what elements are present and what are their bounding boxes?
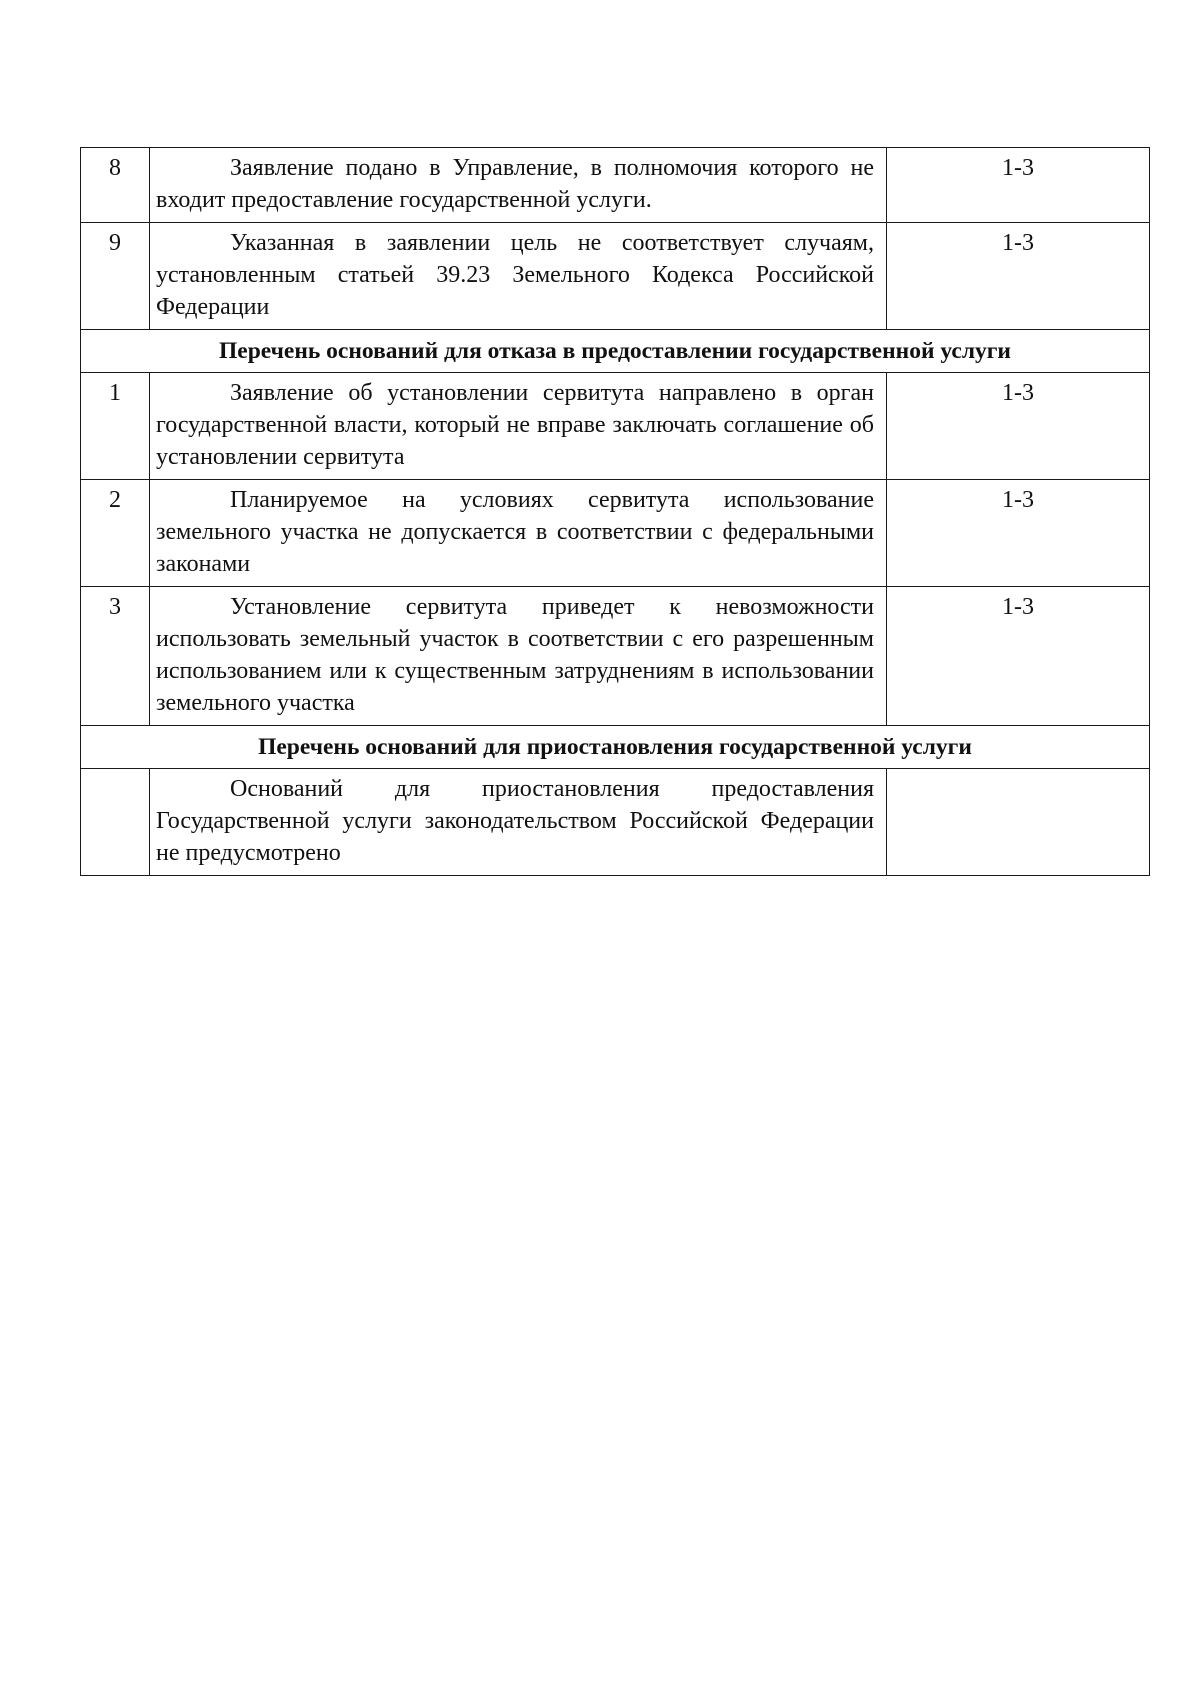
row-text: Заявление подано в Управление, в полномочия которого не входит предоставление государственной услуги. — [150, 148, 887, 223]
table-row — [81, 587, 1150, 726]
row-text: Оснований для приостановления предоставления Государственной услуги законодательством Российской Федерации не предусмотрено — [150, 769, 887, 876]
table-row — [81, 480, 1150, 587]
table-row — [81, 223, 1150, 330]
row-text: Планируемое на условиях сервитута использование земельного участка не допускается в соответствии с федеральными законами — [150, 480, 887, 587]
grounds-table — [80, 147, 1150, 876]
row-number — [81, 769, 150, 876]
row-reference: 1-3 — [887, 148, 1150, 223]
row-reference: 1-3 — [887, 480, 1150, 587]
section-header-row — [81, 726, 1150, 769]
row-text: Заявление об установлении сервитута направлено в орган государственной власти, который не вправе заключать соглашение об установлении сервитута — [150, 373, 887, 480]
row-number: 1 — [81, 373, 150, 480]
row-number: 3 — [81, 587, 150, 726]
row-reference: 1-3 — [887, 373, 1150, 480]
row-number: 8 — [81, 148, 150, 223]
table-row — [81, 148, 1150, 223]
section-header-row — [81, 330, 1150, 373]
row-reference: 1-3 — [887, 587, 1150, 726]
row-number: 2 — [81, 480, 150, 587]
section-refusal-heading: Перечень оснований для отказа в предоставлении государственной услуги — [81, 330, 1150, 373]
row-reference: 1-3 — [887, 223, 1150, 330]
row-text: Указанная в заявлении цель не соответствует случаям, установленным статьей 39.23 Земельного Кодекса Российской Федерации — [150, 223, 887, 330]
row-number: 9 — [81, 223, 150, 330]
section-suspension-heading: Перечень оснований для приостановления государственной услуги — [81, 726, 1150, 769]
row-reference — [887, 769, 1150, 876]
table-row — [81, 769, 1150, 876]
table-row — [81, 373, 1150, 480]
row-text: Установление сервитута приведет к невозможности использовать земельный участок в соответствии с его разрешенным использованием или к существенным затруднениям в использовании земельного участка — [150, 587, 887, 726]
